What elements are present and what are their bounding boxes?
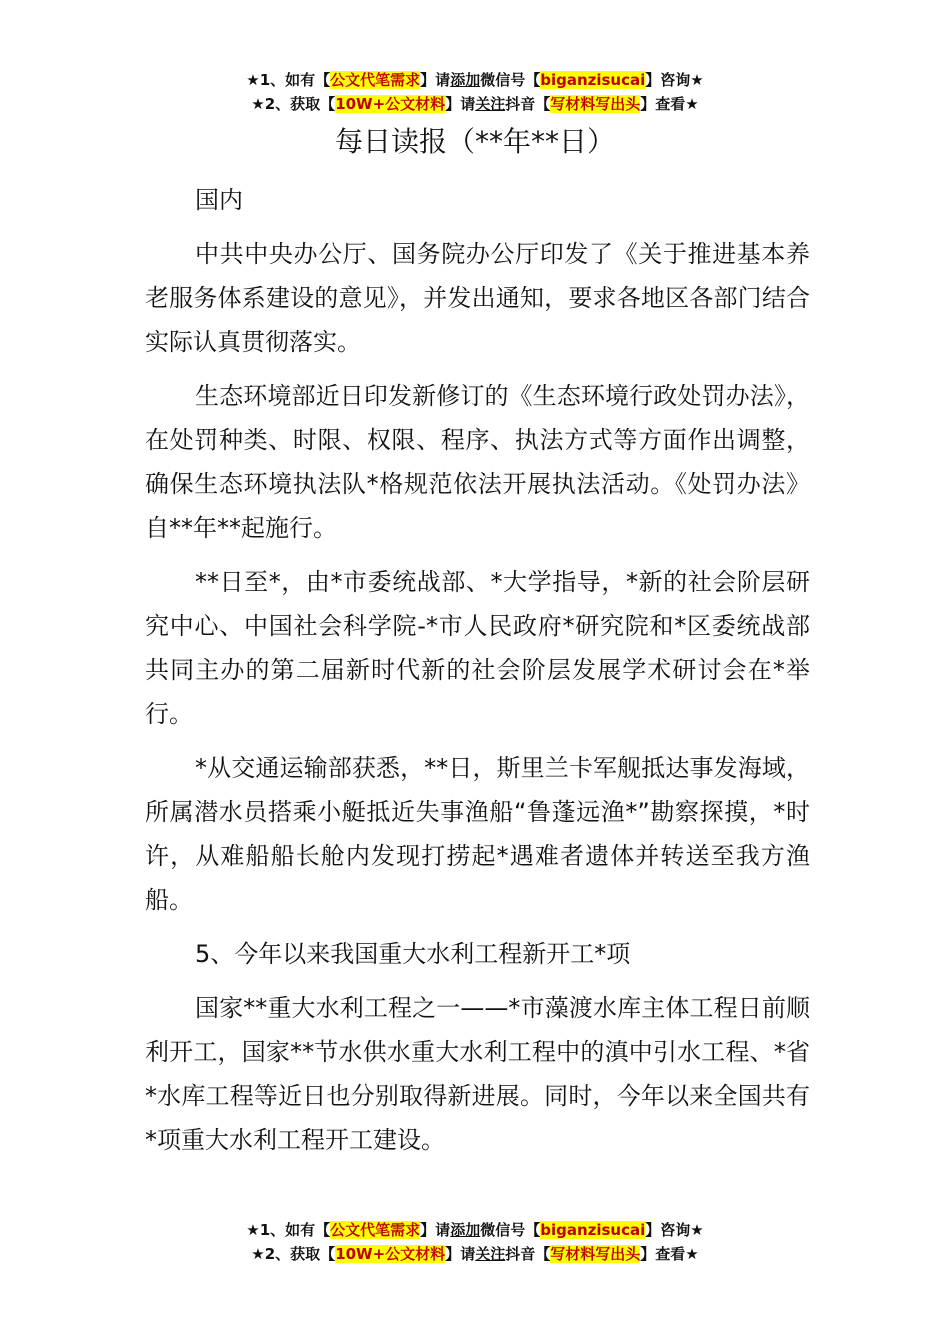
paragraph: 生态环境部近日印发新修订的《生态环境行政处罚办法》，在处罚种类、时限、权限、程序、执法方式等方面作出调整，确保生态环境执法队*格规范依法开展执法活动。《处罚办法》自**年**起施行。 <box>145 382 810 542</box>
banner-highlight: 公文代笔需求 <box>330 1221 421 1239</box>
banner-text: 】查看★ <box>640 1245 699 1263</box>
article-body <box>145 178 810 1172</box>
numbered-heading: 5、今年以来我国重大水利工程新开工*项 <box>195 940 631 968</box>
page-title: 每日读报（**年**日） <box>334 125 615 158</box>
banner-underline: 添加 <box>450 1221 481 1239</box>
banner-highlight: 写材料写出头 <box>550 1245 641 1263</box>
footer-banner <box>0 1218 950 1266</box>
paragraph: **日至*，由*市委统战部、*大学指导，*新的社会阶层研究中心、中国社会科学院-*市人民政府*研究院和*区委统战部共同主办的第二届新时代新的社会阶层发展学术研讨会在*举行。 <box>145 568 810 728</box>
banner-highlight: 写材料写出头 <box>550 95 641 113</box>
banner-text: ★1、如有【 <box>246 1221 331 1239</box>
banner-highlight: 10W+公文材料 <box>335 1245 446 1263</box>
banner-text: ★2、获取【 <box>251 95 336 113</box>
banner-underline: 添加 <box>450 71 481 89</box>
banner-line-1 <box>0 68 950 92</box>
banner-text: 抖音【 <box>505 95 551 113</box>
banner-highlight: 公文代笔需求 <box>330 71 421 89</box>
banner-text: 】查看★ <box>640 95 699 113</box>
banner-line-2 <box>0 92 950 116</box>
paragraph: *从交通运输部获悉，**日，斯里兰卡军舰抵达事发海域，所属潜水员搭乘小艇抵近失事渔船“鲁蓬远渔*”勘察探摸，*时许，从难船船长舱内发现打捞起*遇难者遗体并转送至我方渔船。 <box>145 754 810 914</box>
banner-text: 】咨询★ <box>645 71 704 89</box>
paragraph: 中共中央办公厅、国务院办公厅印发了《关于推进基本养老服务体系建设的意见》，并发出通知，要求各地区各部门结合实际认真贯彻落实。 <box>145 240 810 356</box>
banner-text: ★2、获取【 <box>251 1245 336 1263</box>
banner-highlight: 10W+公文材料 <box>335 95 446 113</box>
banner-highlight: biganzisucai <box>540 71 646 89</box>
header-banner <box>0 68 950 116</box>
banner-text: 】请 <box>445 95 476 113</box>
banner-line-1 <box>0 1218 950 1242</box>
banner-text: ★1、如有【 <box>246 71 331 89</box>
banner-text: 微信号【 <box>480 71 541 89</box>
banner-text: 】请 <box>445 1245 476 1263</box>
banner-text: 】请 <box>420 1221 451 1239</box>
banner-text: 】请 <box>420 71 451 89</box>
banner-text: 抖音【 <box>505 1245 551 1263</box>
banner-underline: 关注 <box>475 95 506 113</box>
banner-highlight: biganzisucai <box>540 1221 646 1239</box>
section-heading: 国内 <box>195 186 243 214</box>
banner-text: 】咨询★ <box>645 1221 704 1239</box>
banner-line-2 <box>0 1242 950 1266</box>
banner-text: 微信号【 <box>480 1221 541 1239</box>
banner-underline: 关注 <box>475 1245 506 1263</box>
paragraph: 国家**重大水利工程之一——*市藻渡水库主体工程日前顺利开工，国家**节水供水重大水利工程中的滇中引水工程、*省*水库工程等近日也分别取得新进展。同时，今年以来全国共有*项重大水利工程开工建设。 <box>145 994 810 1154</box>
